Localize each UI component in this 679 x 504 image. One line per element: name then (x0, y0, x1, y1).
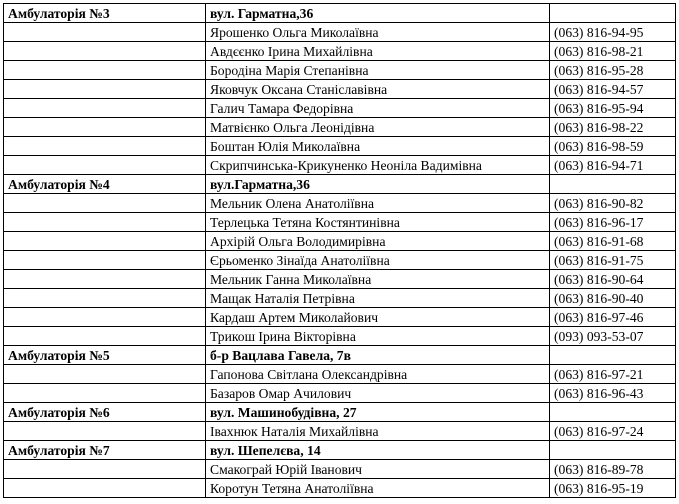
table-row (4, 422, 676, 441)
table-row (4, 80, 676, 99)
clinic-staff-table (3, 3, 676, 498)
empty-cell (4, 23, 206, 42)
staff-name: Боштан Юлія Миколаївна (206, 137, 550, 156)
table-row (4, 118, 676, 137)
staff-phone: (063) 816-94-95 (550, 23, 676, 42)
clinic-address: вул. Шепелєва, 14 (206, 441, 550, 460)
table-row (4, 194, 676, 213)
empty-cell (4, 99, 206, 118)
empty-cell (4, 308, 206, 327)
staff-phone: (063) 816-97-21 (550, 365, 676, 384)
staff-phone: (063) 816-94-57 (550, 80, 676, 99)
staff-phone: (063) 816-90-40 (550, 289, 676, 308)
table-row (4, 99, 676, 118)
staff-phone: (063) 816-89-78 (550, 460, 676, 479)
empty-cell (4, 232, 206, 251)
clinic-address: вул. Гарматна,36 (206, 4, 550, 23)
staff-name: Єрьоменко Зінаїда Анатоліївна (206, 251, 550, 270)
clinic-name: Амбулаторія №3 (4, 4, 206, 23)
staff-phone: (063) 816-97-46 (550, 308, 676, 327)
empty-cell (4, 156, 206, 175)
staff-phone: (063) 816-90-64 (550, 270, 676, 289)
empty-cell (4, 118, 206, 137)
empty-cell (4, 194, 206, 213)
table-row (4, 232, 676, 251)
staff-name: Трикош Ірина Вікторівна (206, 327, 550, 346)
staff-phone: (063) 816-91-68 (550, 232, 676, 251)
staff-phone: (063) 816-91-75 (550, 251, 676, 270)
empty-cell (550, 346, 676, 365)
table-row (4, 213, 676, 232)
section-header-row (4, 4, 676, 23)
empty-cell (550, 403, 676, 422)
staff-name: Мащак Наталія Петрівна (206, 289, 550, 308)
table-row (4, 137, 676, 156)
empty-cell (4, 422, 206, 441)
staff-phone: (063) 816-96-43 (550, 384, 676, 403)
clinic-name: Амбулаторія №6 (4, 403, 206, 422)
empty-cell (4, 327, 206, 346)
table-row (4, 61, 676, 80)
staff-phone: (063) 816-98-22 (550, 118, 676, 137)
table-row (4, 365, 676, 384)
staff-phone: (063) 816-98-21 (550, 42, 676, 61)
staff-name: Мельник Ганна Миколаївна (206, 270, 550, 289)
empty-cell (4, 80, 206, 99)
staff-phone: (093) 093-53-07 (550, 327, 676, 346)
staff-phone: (063) 816-95-19 (550, 479, 676, 498)
staff-name: Гапонова Світлана Олександрівна (206, 365, 550, 384)
staff-name: Кардаш Артем Миколайович (206, 308, 550, 327)
staff-phone: (063) 816-95-28 (550, 61, 676, 80)
empty-cell (4, 384, 206, 403)
section-header-row (4, 346, 676, 365)
table-row (4, 460, 676, 479)
empty-cell (4, 460, 206, 479)
table-row (4, 251, 676, 270)
empty-cell (4, 251, 206, 270)
staff-name: Мельник Олена Анатоліївна (206, 194, 550, 213)
staff-name: Бородіна Марія Степанівна (206, 61, 550, 80)
section-header-row (4, 441, 676, 460)
staff-name: Авдєєнко Ірина Михайлівна (206, 42, 550, 61)
staff-name: Яковчук Оксана Станіславівна (206, 80, 550, 99)
table-row (4, 289, 676, 308)
table-row (4, 308, 676, 327)
staff-phone: (063) 816-96-17 (550, 213, 676, 232)
section-header-row (4, 403, 676, 422)
staff-phone: (063) 816-97-24 (550, 422, 676, 441)
staff-name: Архірій Ольга Володимирівна (206, 232, 550, 251)
staff-name: Терлецька Тетяна Костянтинівна (206, 213, 550, 232)
empty-cell (4, 213, 206, 232)
empty-cell (4, 479, 206, 498)
section-header-row (4, 175, 676, 194)
empty-cell (550, 441, 676, 460)
staff-name: Смакограй Юрій Іванович (206, 460, 550, 479)
table-row (4, 270, 676, 289)
staff-phone: (063) 816-98-59 (550, 137, 676, 156)
staff-name: Галич Тамара Федорівна (206, 99, 550, 118)
clinic-name: Амбулаторія №4 (4, 175, 206, 194)
staff-name: Ярошенко Ольга Миколаївна (206, 23, 550, 42)
empty-cell (4, 289, 206, 308)
table-row (4, 156, 676, 175)
table-row (4, 384, 676, 403)
empty-cell (4, 365, 206, 384)
empty-cell (4, 270, 206, 289)
empty-cell (550, 4, 676, 23)
staff-name: Івахнюк Наталія Михайлівна (206, 422, 550, 441)
table-body (4, 4, 676, 498)
empty-cell (4, 42, 206, 61)
table-row (4, 23, 676, 42)
staff-phone: (063) 816-95-94 (550, 99, 676, 118)
empty-cell (4, 61, 206, 80)
clinic-address: вул.Гарматна,36 (206, 175, 550, 194)
table-row (4, 479, 676, 498)
staff-phone: (063) 816-94-71 (550, 156, 676, 175)
staff-name: Базаров Омар Ачилович (206, 384, 550, 403)
table-row (4, 327, 676, 346)
clinic-name: Амбулаторія №5 (4, 346, 206, 365)
table-row (4, 42, 676, 61)
staff-phone: (063) 816-90-82 (550, 194, 676, 213)
empty-cell (550, 175, 676, 194)
empty-cell (4, 137, 206, 156)
clinic-address: вул. Машинобудівна, 27 (206, 403, 550, 422)
staff-name: Матвієнко Ольга Леонідівна (206, 118, 550, 137)
clinic-name: Амбулаторія №7 (4, 441, 206, 460)
staff-name: Скрипчинська-Крикуненко Неоніла Вадимівна (206, 156, 550, 175)
clinic-address: б-р Вацлава Гавела, 7в (206, 346, 550, 365)
staff-name: Коротун Тетяна Анатоліївна (206, 479, 550, 498)
